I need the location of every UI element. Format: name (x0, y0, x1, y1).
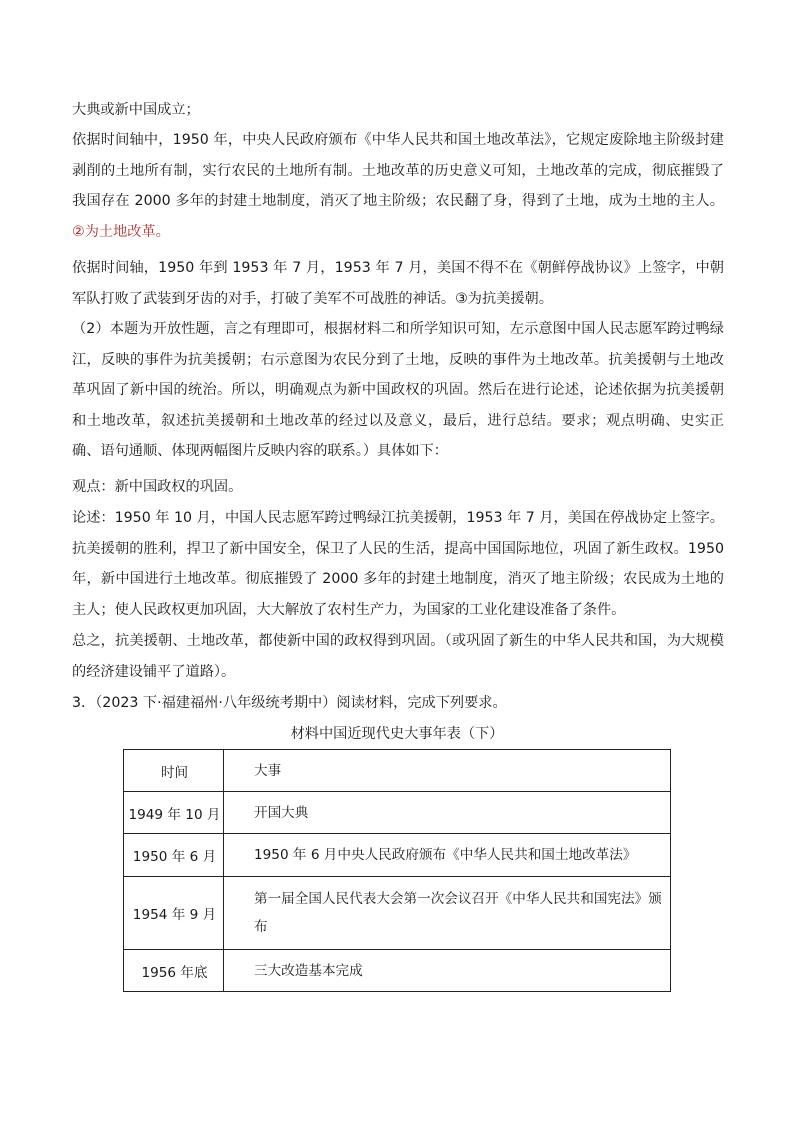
table-row (124, 834, 671, 877)
row-event: 开国大典 (224, 792, 671, 834)
paragraph-intro: 大典或新中国成立； (72, 102, 200, 118)
header-event: 大事 (224, 750, 671, 792)
table-row (124, 792, 671, 834)
row-event: 第一届全国人民代表大会第一次会议召开《中华人民共和国宪法》颁布 (224, 877, 671, 950)
paragraph-conclusion: 总之，抗美援朝、土地改革，都使新中国的政权得到巩固。（或巩固了新生的中华人民共和国，为大规模的经济建设铺平了道路）。 (72, 633, 724, 680)
answer-land-reform: ②为土地改革。 (72, 223, 170, 240)
events-table (123, 749, 671, 992)
paragraph-land-reform (72, 125, 724, 247)
header-time: 时间 (124, 750, 224, 792)
row-event: 三大改造基本完成 (224, 950, 671, 992)
question-3-heading: 3．（2023 下·福建福州·八年级统考期中）阅读材料，完成下列要求。 (72, 695, 507, 711)
row-time: 1950 年 6 月 (124, 834, 224, 877)
table-row (124, 950, 671, 992)
row-time: 1954 年 9 月 (124, 877, 224, 950)
paragraph-argument: 论述：1950 年 10 月，中国人民志愿军跨过鸭绿江抗美援朝，1953 年 7 月，美国在停战协定上签字。抗美援朝的胜利，捍卫了新中国安全，保卫了人民的生活，提高中国国际地位，巩固了新生政权。1950 年，新中国进行土地改革。彻底摧毁了 2000 多年的封建土地制度，消灭了地主阶级；农民成为土地的主人；使人民政权更加巩固，大大解放了农村生产力，为国家的工业化建设准备了条件。 (72, 510, 724, 618)
row-time: 1949 年 10 月 (124, 792, 224, 834)
paragraph-open-question: （2）本题为开放性题，言之有理即可，根据材料二和所学知识可知，左示意图中国人民志愿军跨过鸭绿江，反映的事件为抗美援朝；右示意图为农民分到了土地，反映的事件为土地改革。抗美援朝与土地改革巩固了新中国的统治。所以，明确观点为新中国政权的巩固。然后在进行论述，论述依据为抗美援朝和土地改革，叙述抗美援朝和土地改革的经过以及意义，最后，进行总结。要求；观点明确、史实正确、语句通顺、体现两幅图片反映内容的联系。）具体如下： (72, 321, 724, 459)
table-title: 材料中国近现代史大事年表（下） (290, 726, 504, 742)
row-time: 1956 年底 (124, 950, 224, 992)
row-event: 1950 年 6 月中央人民政府颁布《中华人民共和国土地改革法》 (224, 834, 671, 877)
table-row (124, 877, 671, 950)
paragraph-viewpoint: 观点：新中国政权的巩固。 (72, 479, 243, 495)
paragraph-korean-war: 依据时间轴，1950 年到 1953 年 7 月，1953 年 7 月，美国不得不在《朝鲜停战协议》上签字，中朝军队打败了武装到牙齿的对手，打破了美军不可战胜的神话。③为抗美援朝。 (72, 260, 724, 307)
land-reform-text: 依据时间轴中，1950 年，中央人民政府颁布《中华人民共和国土地改革法》，它规定废除地主阶级封建剥削的土地所有制，实行农民的土地所有制。土地改革的历史意义可知，土地改革的完成，彻底摧毁了我国存在 2000 多年的封建土地制度，消灭了地主阶级；农民翻了身，得到了土地，成为土地的主人。 (72, 132, 724, 209)
table-header-row (124, 750, 671, 792)
